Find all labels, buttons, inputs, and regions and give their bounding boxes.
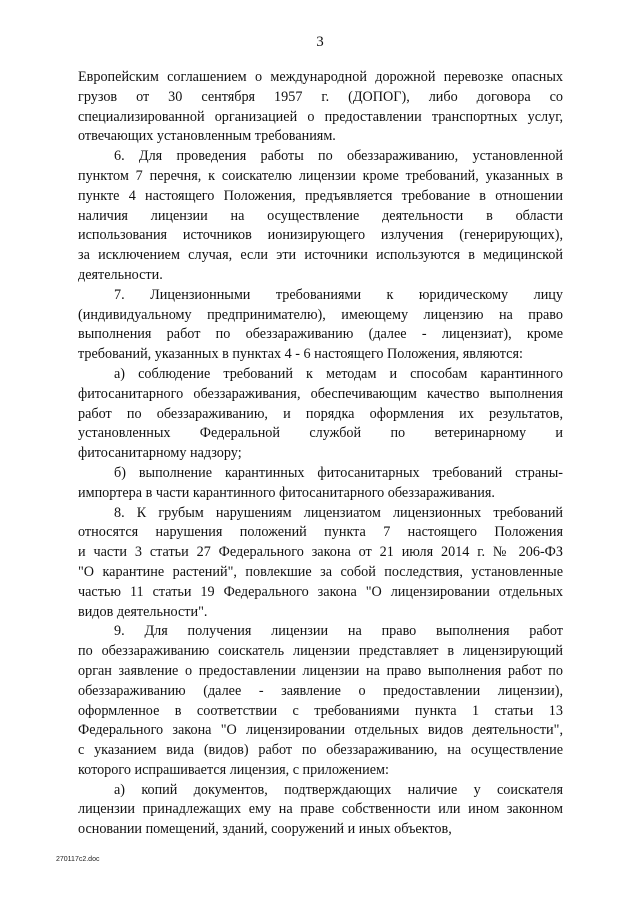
text-line: за исключением случая, если эти источники используются в медицинской — [78, 247, 563, 264]
text-line: лицензии принадлежащих ему на праве собственности или ином законном — [78, 801, 563, 818]
paragraph — [78, 147, 563, 286]
text-line: 8. К грубым нарушениям лицензиатом лицензионных требований — [114, 504, 563, 521]
text-line: (индивидуальному предпринимателю), имеющему лицензию на право — [78, 306, 563, 323]
text-line: 6. Для проведения работы по обеззараживанию, установленной — [114, 148, 563, 165]
paragraph — [78, 504, 563, 623]
footer-filename: 270117c2.doc — [56, 856, 100, 863]
text-line: оформленное в соответствии с требованиями пункта 1 статьи 13 — [78, 702, 563, 719]
paragraph — [78, 286, 563, 365]
paragraph — [78, 781, 563, 840]
text-line: по обеззараживанию соискатель лицензии представляет в лицензирующий — [78, 643, 563, 660]
text-line: частью 11 статьи 19 Федерального закона "О лицензировании отдельных — [78, 583, 563, 600]
text-line: выполнения работ по обеззараживанию (далее - лицензиат), кроме — [78, 326, 563, 343]
text-line: установленных Федеральной службой по ветеринарному и — [78, 425, 563, 442]
text-line: видов деятельности". — [78, 603, 208, 620]
text-line: "О карантине растений", повлекшие за собой последствия, установленные — [78, 563, 563, 580]
paragraph — [78, 464, 563, 504]
text-line: отвечающих установленным требованиям. — [78, 128, 336, 145]
text-line: а) копий документов, подтверждающих наличие у соискателя — [114, 781, 563, 798]
text-line: которого испрашивается лицензия, с приложением: — [78, 761, 389, 778]
text-line: обеззараживанию (далее - заявление о предоставлении лицензии), — [78, 682, 563, 699]
text-line: 7. Лицензионными требованиями к юридическому лицу — [114, 286, 563, 303]
text-line: пунктом 7 перечня, к соискателю лицензии кроме требований, указанных в — [78, 167, 563, 184]
text-line: специализированной организацией о предоставлении транспортных услуг, — [78, 108, 563, 125]
text-line: фитосанитарного обеззараживания, обеспечивающим качество выполнения — [78, 385, 563, 402]
text-line: наличия лицензии на осуществление деятельности в области — [78, 207, 563, 224]
paragraph — [78, 622, 563, 780]
document-body — [78, 68, 563, 840]
text-line: относятся нарушения положений пункта 7 настоящего Положения — [78, 524, 563, 541]
paragraph — [78, 365, 563, 464]
text-line: фитосанитарному надзору; — [78, 445, 242, 462]
text-line: работ по обеззараживанию, и порядка оформления их результатов, — [78, 405, 563, 422]
text-line: 9. Для получения лицензии на право выполнения работ — [114, 623, 563, 640]
text-line: Федерального закона "О лицензировании отдельных видов деятельности", — [78, 722, 563, 739]
text-line: орган заявление о предоставлении лицензии на право выполнения работ по — [78, 662, 563, 679]
text-line: с указанием вида (видов) работ по обеззараживанию, на осуществление — [78, 742, 563, 759]
text-line: грузов от 30 сентября 1957 г. (ДОПОГ), либо договора со — [78, 88, 563, 105]
text-line: Европейским соглашением о международной дорожной перевозке опасных — [78, 69, 563, 85]
text-line: основании помещений, зданий, сооружений и иных объектов, — [78, 821, 452, 838]
text-line: импортера в части карантинного фитосанитарного обеззараживания. — [78, 484, 495, 501]
text-line: и части 3 статьи 27 Федерального закона от 21 июля 2014 г. № 206-ФЗ — [78, 544, 563, 561]
text-line: требований, указанных в пунктах 4 - 6 настоящего Положения, являются: — [78, 346, 523, 363]
text-line: б) выполнение карантинных фитосанитарных требований страны- — [114, 464, 563, 481]
paragraph — [78, 68, 563, 147]
page-number: 3 — [316, 34, 324, 50]
text-line: а) соблюдение требований к методам и способам карантинного — [114, 365, 563, 382]
text-line: пункте 4 настоящего Положения, предъявляется требование в отношении — [78, 187, 563, 204]
text-line: деятельности. — [78, 266, 163, 283]
text-line: использования источников ионизирующего излучения (генерирующих), — [78, 227, 563, 244]
